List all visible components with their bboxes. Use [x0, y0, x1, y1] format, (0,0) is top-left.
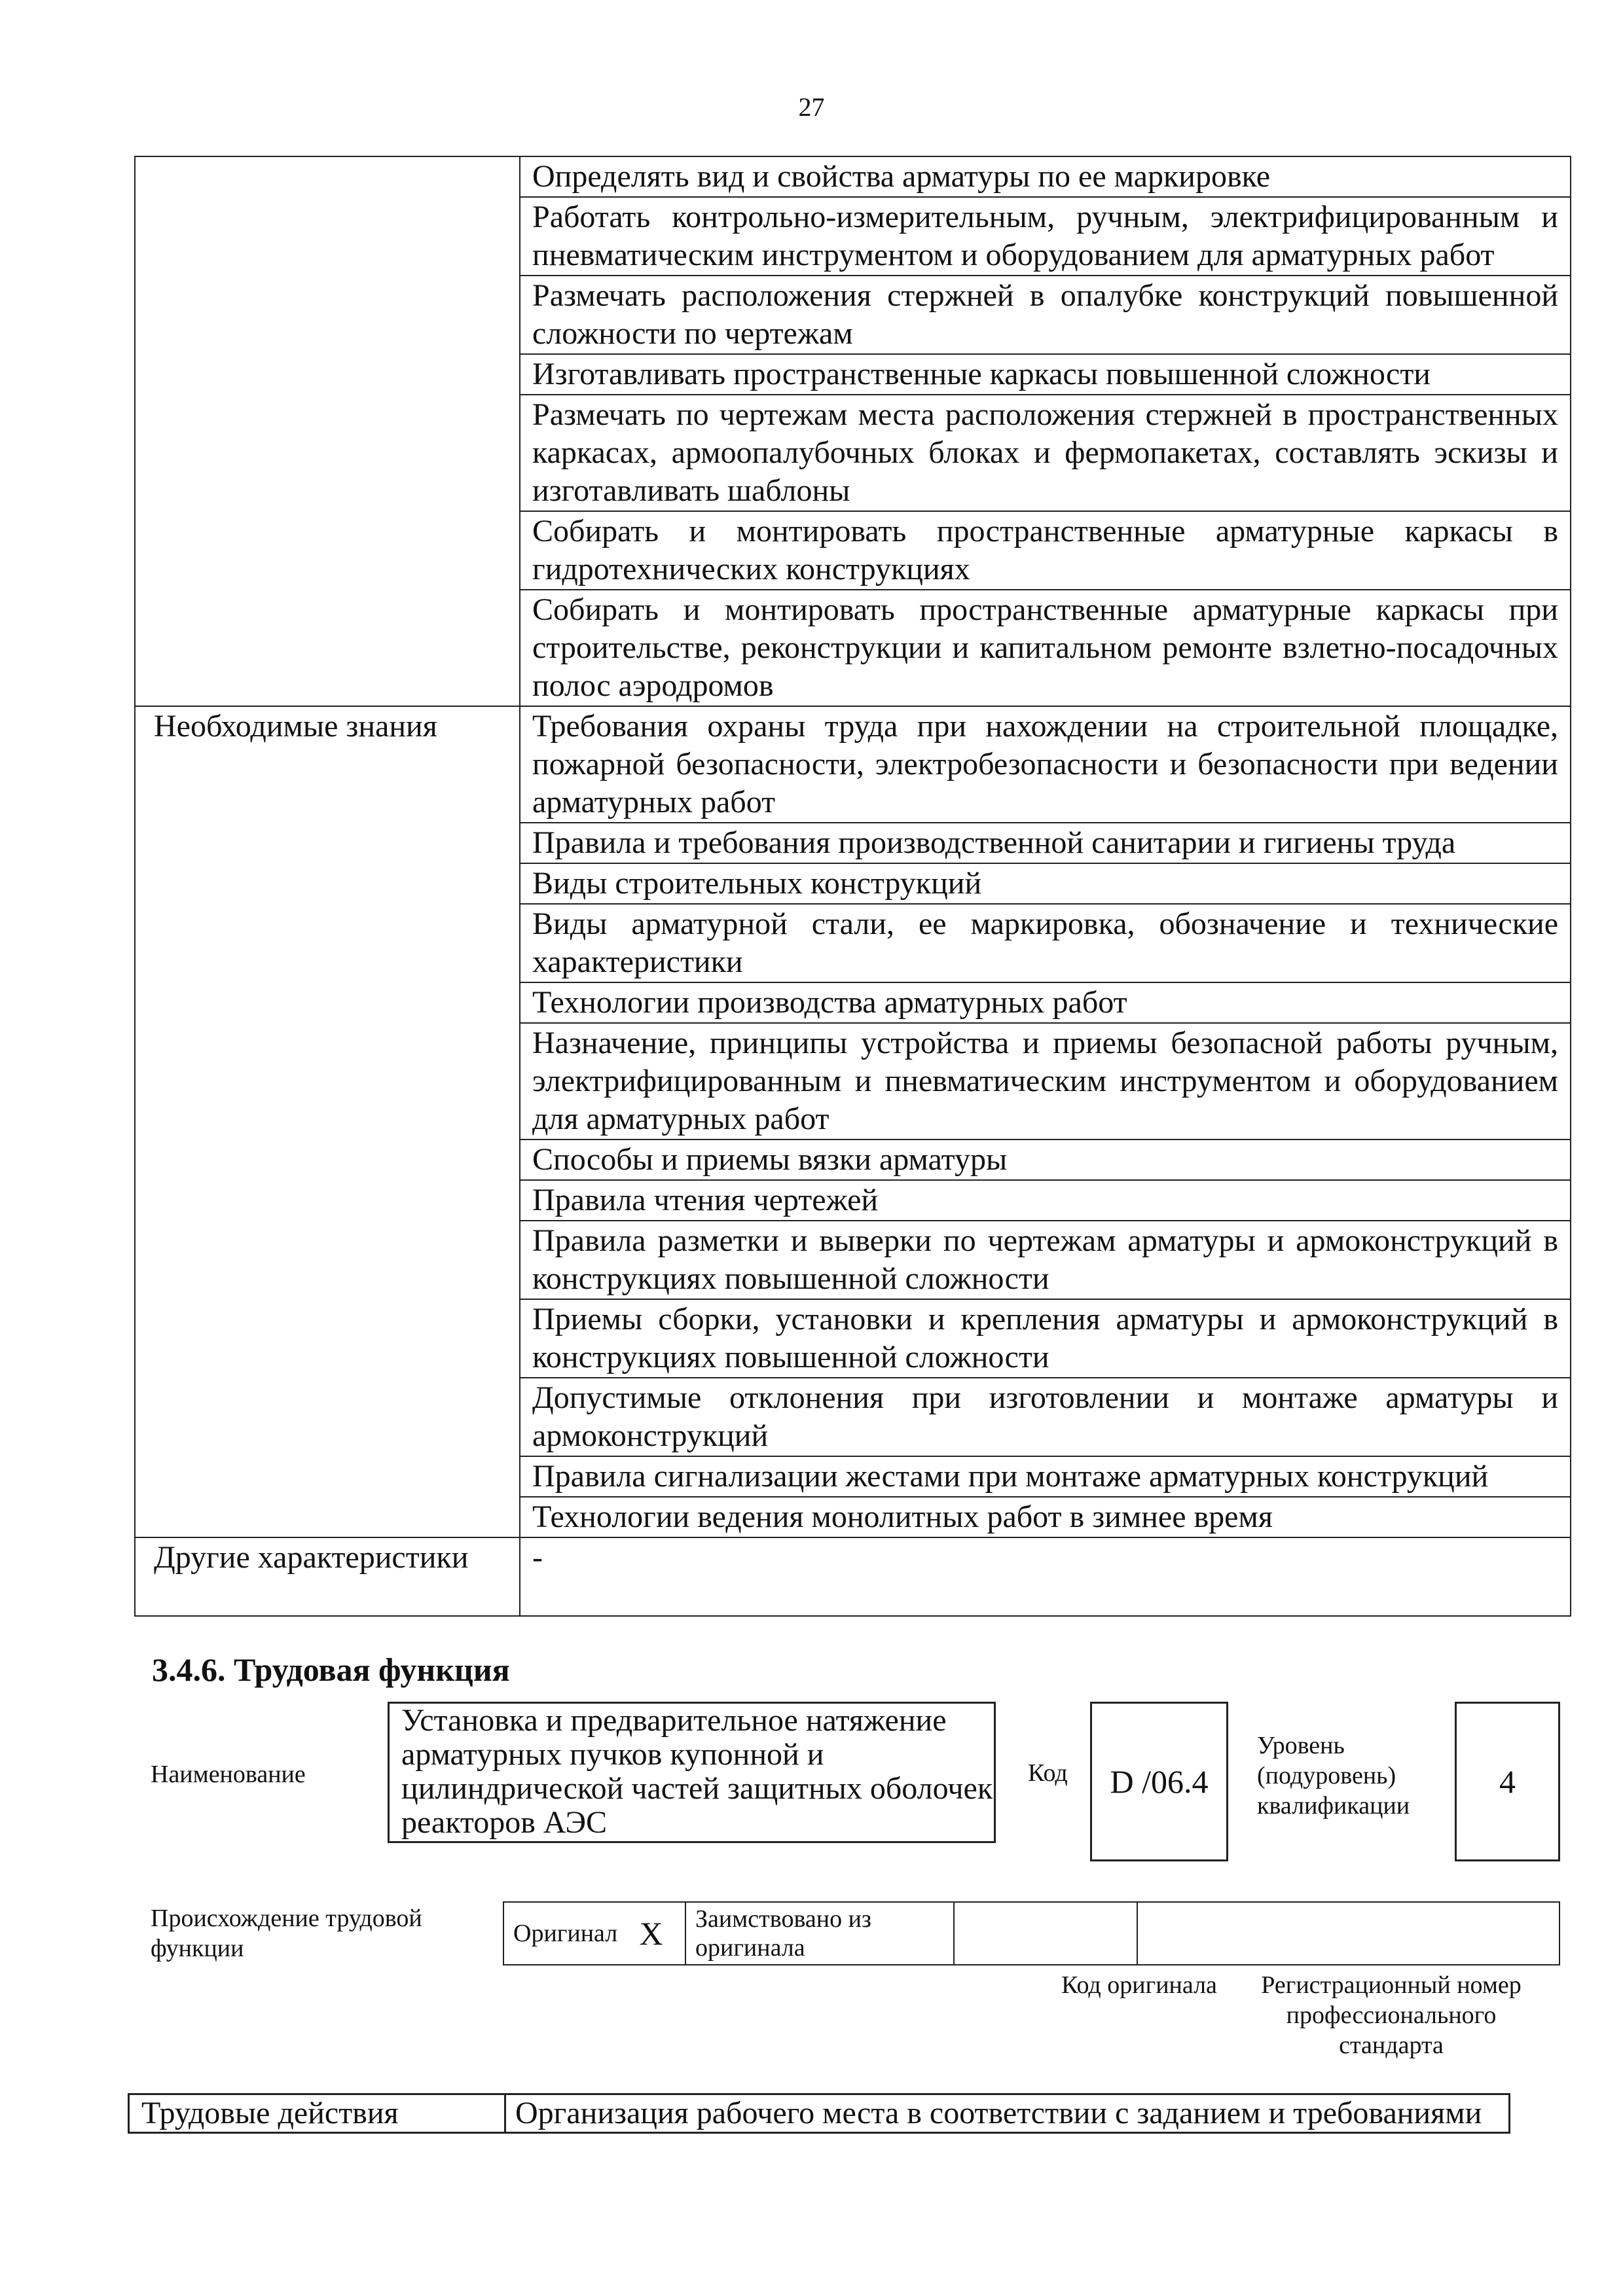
knowledge-item: Правила разметки и выверки по чертежам арматуры и армоконструкций в конструкциях повышенной сложности: [520, 1221, 1571, 1299]
level-box: [1455, 1702, 1560, 1861]
origin-code-cell: [954, 1902, 1137, 1965]
labor-actions-label-cell: [129, 2094, 505, 2133]
origin-table: [503, 1901, 1560, 1965]
other-characteristics-row: [135, 1537, 1571, 1616]
function-name-value: Установка и предварительное натяжение арматурных пучков купонной и цилиндрической частей защитных оболочек реакторов АЭС: [401, 1703, 993, 1840]
name-label: Наименование: [151, 1761, 306, 1788]
skill-item: Собирать и монтировать пространственные арматурные каркасы в гидротехнических конструкциях: [520, 511, 1571, 590]
page-number: 27: [798, 92, 825, 122]
level-value: 4: [1499, 1763, 1516, 1800]
labor-actions-table: [128, 2093, 1510, 2134]
knowledge-item: Назначение, принципы устройства и приемы безопасной работы ручным, электрифицированным и пневматическим инструментом и оборудованием для арматурных работ: [520, 1023, 1571, 1139]
code-value: D /06.4: [1110, 1763, 1209, 1800]
origin-original-label: Оригинал: [513, 1920, 618, 1947]
knowledge-item: Виды арматурной стали, ее маркировка, обозначение и технические характеристики: [520, 904, 1571, 982]
origin-reg-caption: Регистрационный номер профессионального стандарта: [1261, 1971, 1522, 2059]
row-label-cell: [135, 1537, 520, 1616]
row-label-cell: [135, 156, 520, 706]
skill-item: Изготавливать пространственные каркасы повышенной сложности: [520, 354, 1571, 395]
skill-item: Собирать и монтировать пространственные арматурные каркасы при строительстве, реконструкции и капитальном ремонте взлетно-посадочных полос аэродромов: [520, 590, 1571, 706]
skills-knowledge-table: [134, 156, 1571, 1617]
origin-reg-number-cell: [1137, 1902, 1559, 1965]
row-label: Другие характеристики: [154, 1540, 469, 1575]
knowledge-item: Технологии ведения монолитных работ в зимнее время: [520, 1497, 1571, 1537]
skill-row: [135, 156, 1571, 197]
row-label: Необходимые знания: [154, 709, 437, 744]
knowledge-item: Приемы сборки, установки и крепления арматуры и армоконструкций в конструкциях повышенной сложности: [520, 1299, 1571, 1378]
knowledge-item: Правила сигнализации жестами при монтаже арматурных конструкций: [520, 1456, 1571, 1497]
origin-borrowed-cell: [685, 1902, 954, 1965]
code-box: [1090, 1702, 1228, 1861]
origin-original-cell: [503, 1902, 617, 1965]
skill-item: Определять вид и свойства арматуры по ее маркировке: [520, 156, 1571, 197]
origin-label: Происхождение трудовой функции: [151, 1905, 422, 1962]
origin-mark-cell: [617, 1902, 685, 1965]
knowledge-item: Правила и требования производственной санитарии и гигиены труда: [520, 823, 1571, 863]
knowledge-row: [135, 706, 1571, 823]
origin-borrowed-label: Заимствовано из оригинала: [695, 1905, 871, 1962]
knowledge-item: Виды строительных конструкций: [520, 863, 1571, 904]
knowledge-item: Способы и приемы вязки арматуры: [520, 1139, 1571, 1180]
row-label-cell: [135, 706, 520, 1537]
knowledge-item: Правила чтения чертежей: [520, 1180, 1571, 1221]
section-title: 3.4.6. Трудовая функция: [152, 1651, 510, 1688]
labor-action-text: Организация рабочего места в соответствии с заданием и требованиями: [515, 2096, 1482, 2130]
function-name-box: [388, 1702, 996, 1843]
other-characteristics-value: -: [520, 1537, 1571, 1616]
skill-item: Работать контрольно-измерительным, ручным, электрифицированным и пневматическим инструментом и оборудованием для арматурных работ: [520, 197, 1571, 276]
knowledge-item: Технологии производства арматурных работ: [520, 982, 1571, 1023]
code-label: Код: [1028, 1759, 1068, 1787]
skill-item: Размечать по чертежам места расположения стержней в пространственных каркасах, армоопалубочных блоках и фермопакетах, составлять эскизы и изготавливать шаблоны: [520, 395, 1571, 511]
labor-actions-label: Трудовые действия: [141, 2096, 399, 2130]
skill-item: Размечать расположения стержней в опалубке конструкций повышенной сложности по чертежам: [520, 276, 1571, 354]
knowledge-item: Требования охраны труда при нахождении на строительной площадке, пожарной безопасности, электробезопасности и безопасности при ведении арматурных работ: [520, 706, 1571, 823]
level-label: Уровень (подуровень) квалификации: [1257, 1732, 1410, 1820]
knowledge-item: Допустимые отклонения при изготовлении и монтаже арматуры и армоконструкций: [520, 1378, 1571, 1456]
origin-code-caption: Код оригинала: [1061, 1971, 1217, 1999]
origin-mark: X: [639, 1915, 663, 1952]
labor-action-cell: [505, 2094, 1510, 2133]
